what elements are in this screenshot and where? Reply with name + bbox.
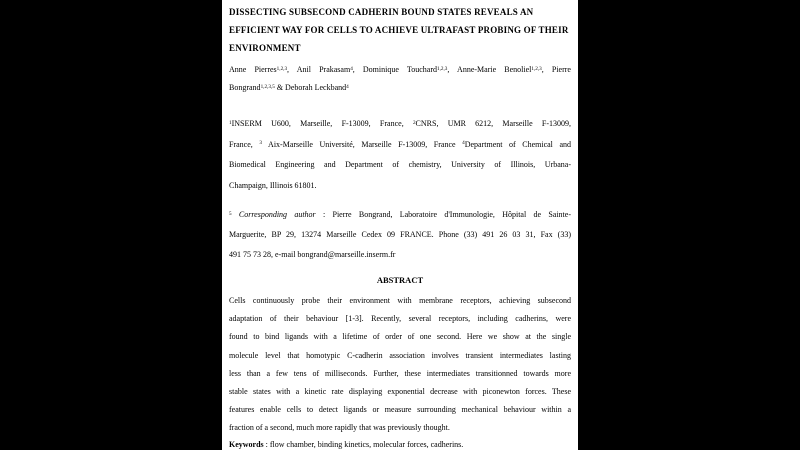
text-line: Bongrand$^{1,2,3,5}$ & Deborah Leckband$^4$ — [229, 83, 349, 92]
text-line: EFFICIENT WAY FOR CELLS TO ACHIEVE ULTRAFAST PROBING OF THEIR — [229, 25, 569, 35]
paper-title — [229, 3, 571, 57]
text-line: Cells continuously probe their environment with membrane receptors, achieving subsecond — [229, 296, 571, 305]
text-line: 491 75 73 28, e-mail bongrand@marseille.inserm.fr — [229, 250, 396, 259]
text-line: ENVIRONMENT — [229, 43, 301, 53]
text-line: Biomedical Engineering and Department of chemistry, University of Illinois, Urbana- — [229, 160, 571, 169]
text-line: less than a few tens of milliseconds. Further, these intermediates transitionned towards more — [229, 368, 571, 378]
paper-page — [222, 0, 578, 450]
text-line: $^1$INSERM U600, Marseille, F-13009, France, $^2$CNRS, UMR 6212, Marseille F-13009, — [229, 119, 571, 128]
text-line: Anne Pierres$^{1,2,3}$, Anil Prakasam$^4$, Dominique Touchard$^{1,2,3}$, Anne-Marie Benoliel$^{1,2,3}$, Pierre — [229, 65, 571, 74]
corresponding-author — [229, 205, 571, 265]
text-line: Marguerite, BP 29, 13274 Marseille Cedex 09 FRANCE. Phone (33) 491 26 03 31, Fax (33) — [229, 230, 571, 239]
text-line: features enable cells to detect ligands or measure surrounding mechanical behaviour within a — [229, 405, 571, 415]
text-line: Keywords : flow chamber, binding kinetics, molecular forces, cadherins. — [229, 439, 464, 449]
text-line: $^5$ Corresponding author : Pierre Bongrand, Laboratoire d'Immunologie, Hôpital de Sainte- — [229, 210, 571, 219]
affiliations — [229, 114, 571, 196]
keywords-line — [229, 438, 571, 450]
text-line: found to bind ligands with a lifetime of order of one second. Here we show at the single — [229, 332, 571, 342]
text-line: Champaign, Illinois 61801. — [229, 180, 317, 190]
text-line: adaptation of their behaviour [1-3]. Recently, several receptors, including cadherins, were — [229, 314, 571, 324]
text-line: fraction of a second, much more rapidly that was previously thought. — [229, 423, 450, 433]
abstract-heading: ABSTRACT — [376, 275, 424, 285]
author-list — [229, 61, 571, 97]
text-line: stable states with a kinetic rate displaying exponential decrease with piconewton forces. These — [229, 387, 571, 397]
text-line: DISSECTING SUBSECOND CADHERIN BOUND STATES REVEALS AN — [229, 7, 534, 17]
abstract-paragraph — [229, 292, 571, 438]
text-line: France, $^3$ Aix-Marseille Université, Marseille F-13009, France $^4$Department of Chemical and — [229, 139, 571, 149]
text-line: molecule level that homotypic C-cadherin association involves transient intermediates lasting — [229, 350, 571, 360]
